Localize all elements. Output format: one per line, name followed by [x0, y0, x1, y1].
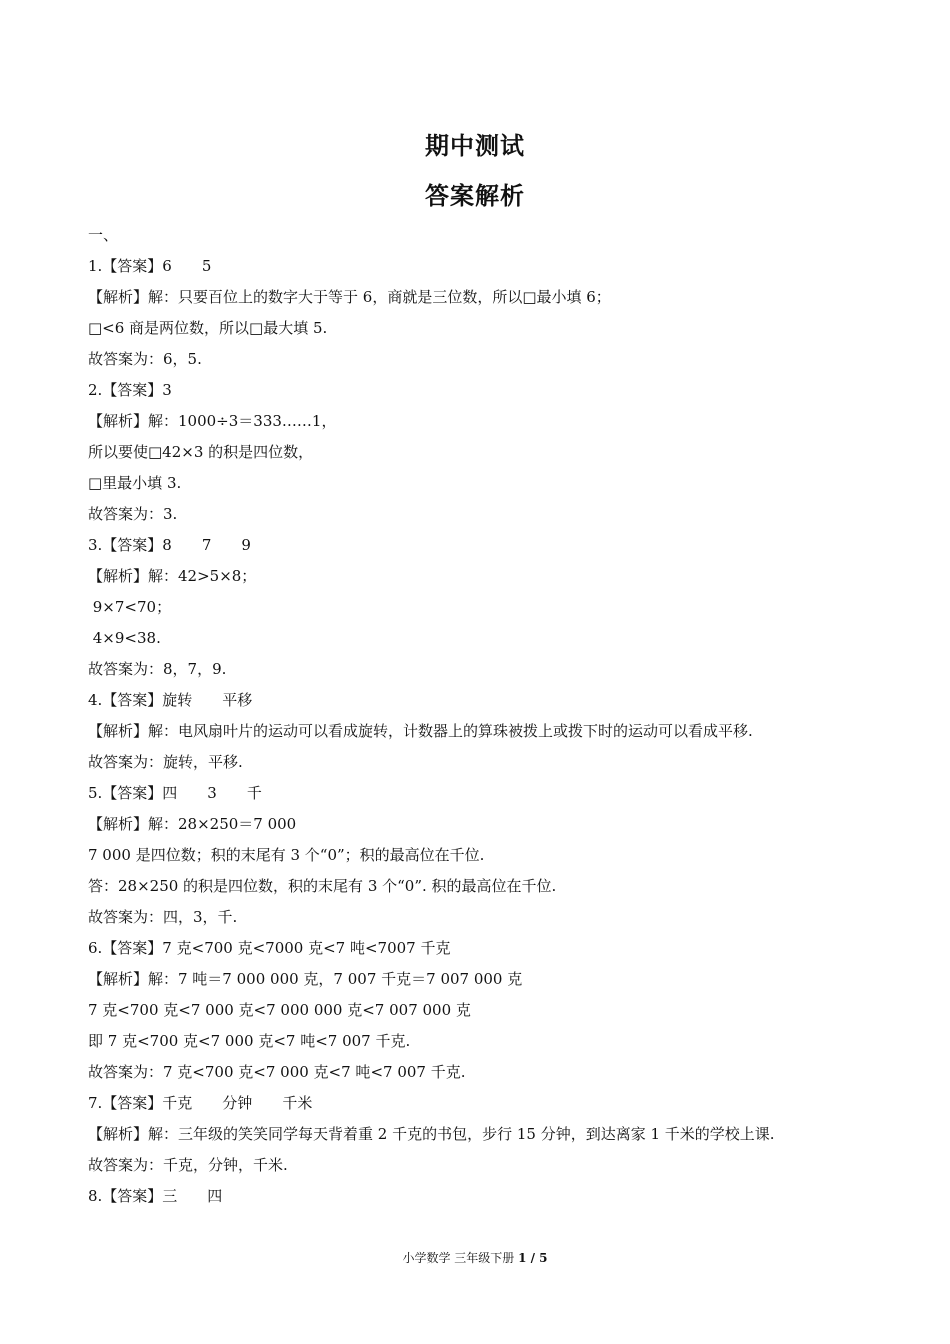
analysis-line: 即 7 克<700 克<7 000 克<7 吨<7 007 千克. — [88, 1032, 411, 1050]
analysis-line: 【解析】解：1000÷3＝333……1， — [88, 412, 337, 430]
section-heading: 一、 — [88, 226, 119, 244]
analysis-line: 7 000 是四位数；积的末尾有 3 个“0”；积的最高位在千位. — [88, 846, 485, 864]
page-number: 1 / 5 — [518, 1251, 548, 1265]
page-footer — [0, 1249, 950, 1266]
conclusion-line: 故答案为：四，3，千. — [88, 908, 238, 926]
analysis-line: 答：28×250 的积是四位数，积的末尾有 3 个“0”. 积的最高位在千位. — [88, 877, 557, 895]
footer-text: 小学数学 三年级下册 — [402, 1251, 519, 1265]
analysis-line: 【解析】解：28×250＝7 000 — [88, 815, 297, 833]
analysis-line: 【解析】解：7 吨＝7 000 000 克，7 007 千克＝7 007 000 克 — [88, 970, 523, 988]
analysis-line: 所以要使□42×3 的积是四位数， — [88, 443, 314, 461]
answer-line: 8.【答案】三 四 — [88, 1187, 223, 1205]
conclusion-line: 故答案为：8，7，9. — [88, 660, 227, 678]
page-subtitle: 答案解析 — [425, 182, 525, 210]
conclusion-line: 故答案为：旋转，平移. — [88, 753, 243, 771]
page-title: 期中测试 — [425, 132, 525, 160]
analysis-line: 【解析】解：电风扇叶片的运动可以看成旋转，计数器上的算珠被拨上或拨下时的运动可以看成平移. — [88, 722, 753, 740]
answer-line: 7.【答案】千克 分钟 千米 — [88, 1094, 313, 1112]
analysis-line: 【解析】解：三年级的笑笑同学每天背着重 2 千克的书包，步行 15 分钟，到达离家 1 千米的学校上课. — [88, 1125, 775, 1143]
conclusion-line: 故答案为：7 克<700 克<7 000 克<7 吨<7 007 千克. — [88, 1063, 466, 1081]
analysis-line: 7 克<700 克<7 000 克<7 000 000 克<7 007 000 克 — [88, 1001, 471, 1019]
analysis-line: □里最小填 3. — [88, 474, 182, 492]
answer-line: 6.【答案】7 克<700 克<7000 克<7 吨<7007 千克 — [88, 939, 451, 957]
analysis-line: 9×7<70； — [88, 598, 172, 616]
conclusion-line: 故答案为：3. — [88, 505, 178, 523]
answer-line: 5.【答案】四 3 千 — [88, 784, 262, 802]
answer-line: 2.【答案】3 — [88, 381, 172, 399]
analysis-line: 【解析】解：42>5×8； — [88, 567, 257, 585]
conclusion-line: 故答案为：千克，分钟，千米. — [88, 1156, 288, 1174]
conclusion-line: 故答案为：6，5. — [88, 350, 202, 368]
analysis-line: 4×9<38. — [88, 629, 161, 647]
analysis-line: 【解析】解：只要百位上的数字大于等于 6，商就是三位数，所以□最小填 6； — [88, 288, 611, 306]
answer-line: 3.【答案】8 7 9 — [88, 536, 251, 554]
analysis-line: □<6 商是两位数，所以□最大填 5. — [88, 319, 328, 337]
answer-content — [88, 220, 868, 1212]
answer-line: 1.【答案】6 5 — [88, 257, 212, 275]
answer-line: 4.【答案】旋转 平移 — [88, 691, 253, 709]
